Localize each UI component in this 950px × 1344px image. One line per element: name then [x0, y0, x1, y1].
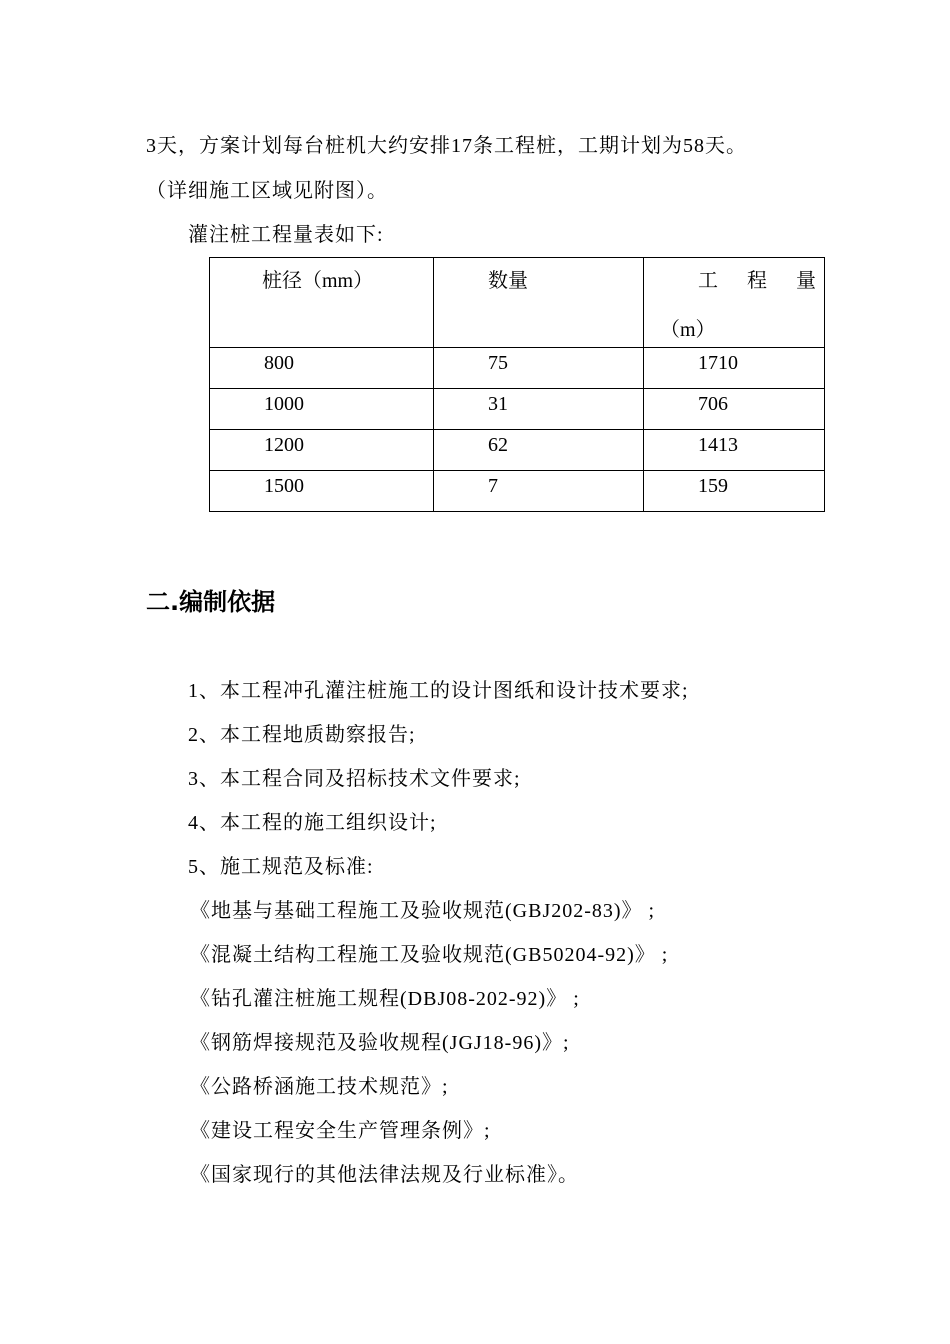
header-volume: [660, 264, 816, 293]
standard-item: 《国家现行的其他法律法规及行业标准》。: [190, 1164, 579, 1186]
header-volume-char: 工: [698, 270, 718, 292]
standard-item: 《钻孔灌注桩施工规程(DBJ08-202-92)》 ;: [190, 988, 580, 1010]
standard-item: 《建设工程安全生产管理条例》;: [190, 1120, 491, 1142]
table-row: [210, 348, 825, 389]
pile-quantity-table: [209, 257, 825, 512]
basis-item: 4、本工程的施工组织设计;: [188, 812, 437, 834]
cell-volume: 1710: [698, 352, 738, 374]
table-row: [210, 389, 825, 430]
basis-item: 1、本工程冲孔灌注桩施工的设计图纸和设计技术要求;: [188, 680, 689, 702]
header-count: 数量: [488, 270, 528, 292]
header-volume-char: 量: [796, 270, 816, 292]
cell-diameter: 1500: [264, 475, 304, 497]
basis-item: 2、本工程地质勘察报告;: [188, 724, 416, 746]
table-row: [210, 430, 825, 471]
cell-volume: 706: [698, 393, 728, 415]
cell-count: 31: [488, 393, 508, 415]
header-volume-char: 程: [747, 270, 767, 292]
standard-item: 《钢筋焊接规范及验收规程(JGJ18-96)》;: [190, 1032, 570, 1054]
cell-count: 62: [488, 434, 508, 456]
table-header-row: [210, 258, 825, 348]
intro-line-1: 3天，方案计划每台桩机大约安排17条工程桩，工期计划为58天。: [146, 135, 747, 157]
basis-item: 5、施工规范及标准:: [188, 856, 374, 878]
cell-volume: 1413: [698, 434, 738, 456]
cell-count: 7: [488, 475, 498, 497]
cell-diameter: 800: [264, 352, 294, 374]
cell-count: 75: [488, 352, 508, 374]
cell-diameter: 1000: [264, 393, 304, 415]
section-heading: 二.编制依据: [146, 588, 276, 616]
header-diameter: 桩径（mm）: [262, 270, 374, 292]
standard-item: 《地基与基础工程施工及验收规范(GBJ202-83)》 ;: [190, 900, 656, 922]
cell-diameter: 1200: [264, 434, 304, 456]
table-row: [210, 471, 825, 512]
header-volume-cell: [644, 258, 825, 348]
table-caption: 灌注桩工程量表如下:: [188, 224, 384, 246]
standard-item: 《公路桥涵施工技术规范》;: [190, 1076, 449, 1098]
header-diameter-cell: [210, 258, 434, 348]
standard-item: 《混凝土结构工程施工及验收规范(GB50204-92)》 ;: [190, 944, 669, 966]
intro-line-2: （详细施工区域见附图）。: [146, 180, 388, 202]
header-count-cell: [434, 258, 644, 348]
basis-item: 3、本工程合同及招标技术文件要求;: [188, 768, 521, 790]
header-volume-unit: （m）: [660, 319, 716, 341]
cell-volume: 159: [698, 475, 728, 497]
